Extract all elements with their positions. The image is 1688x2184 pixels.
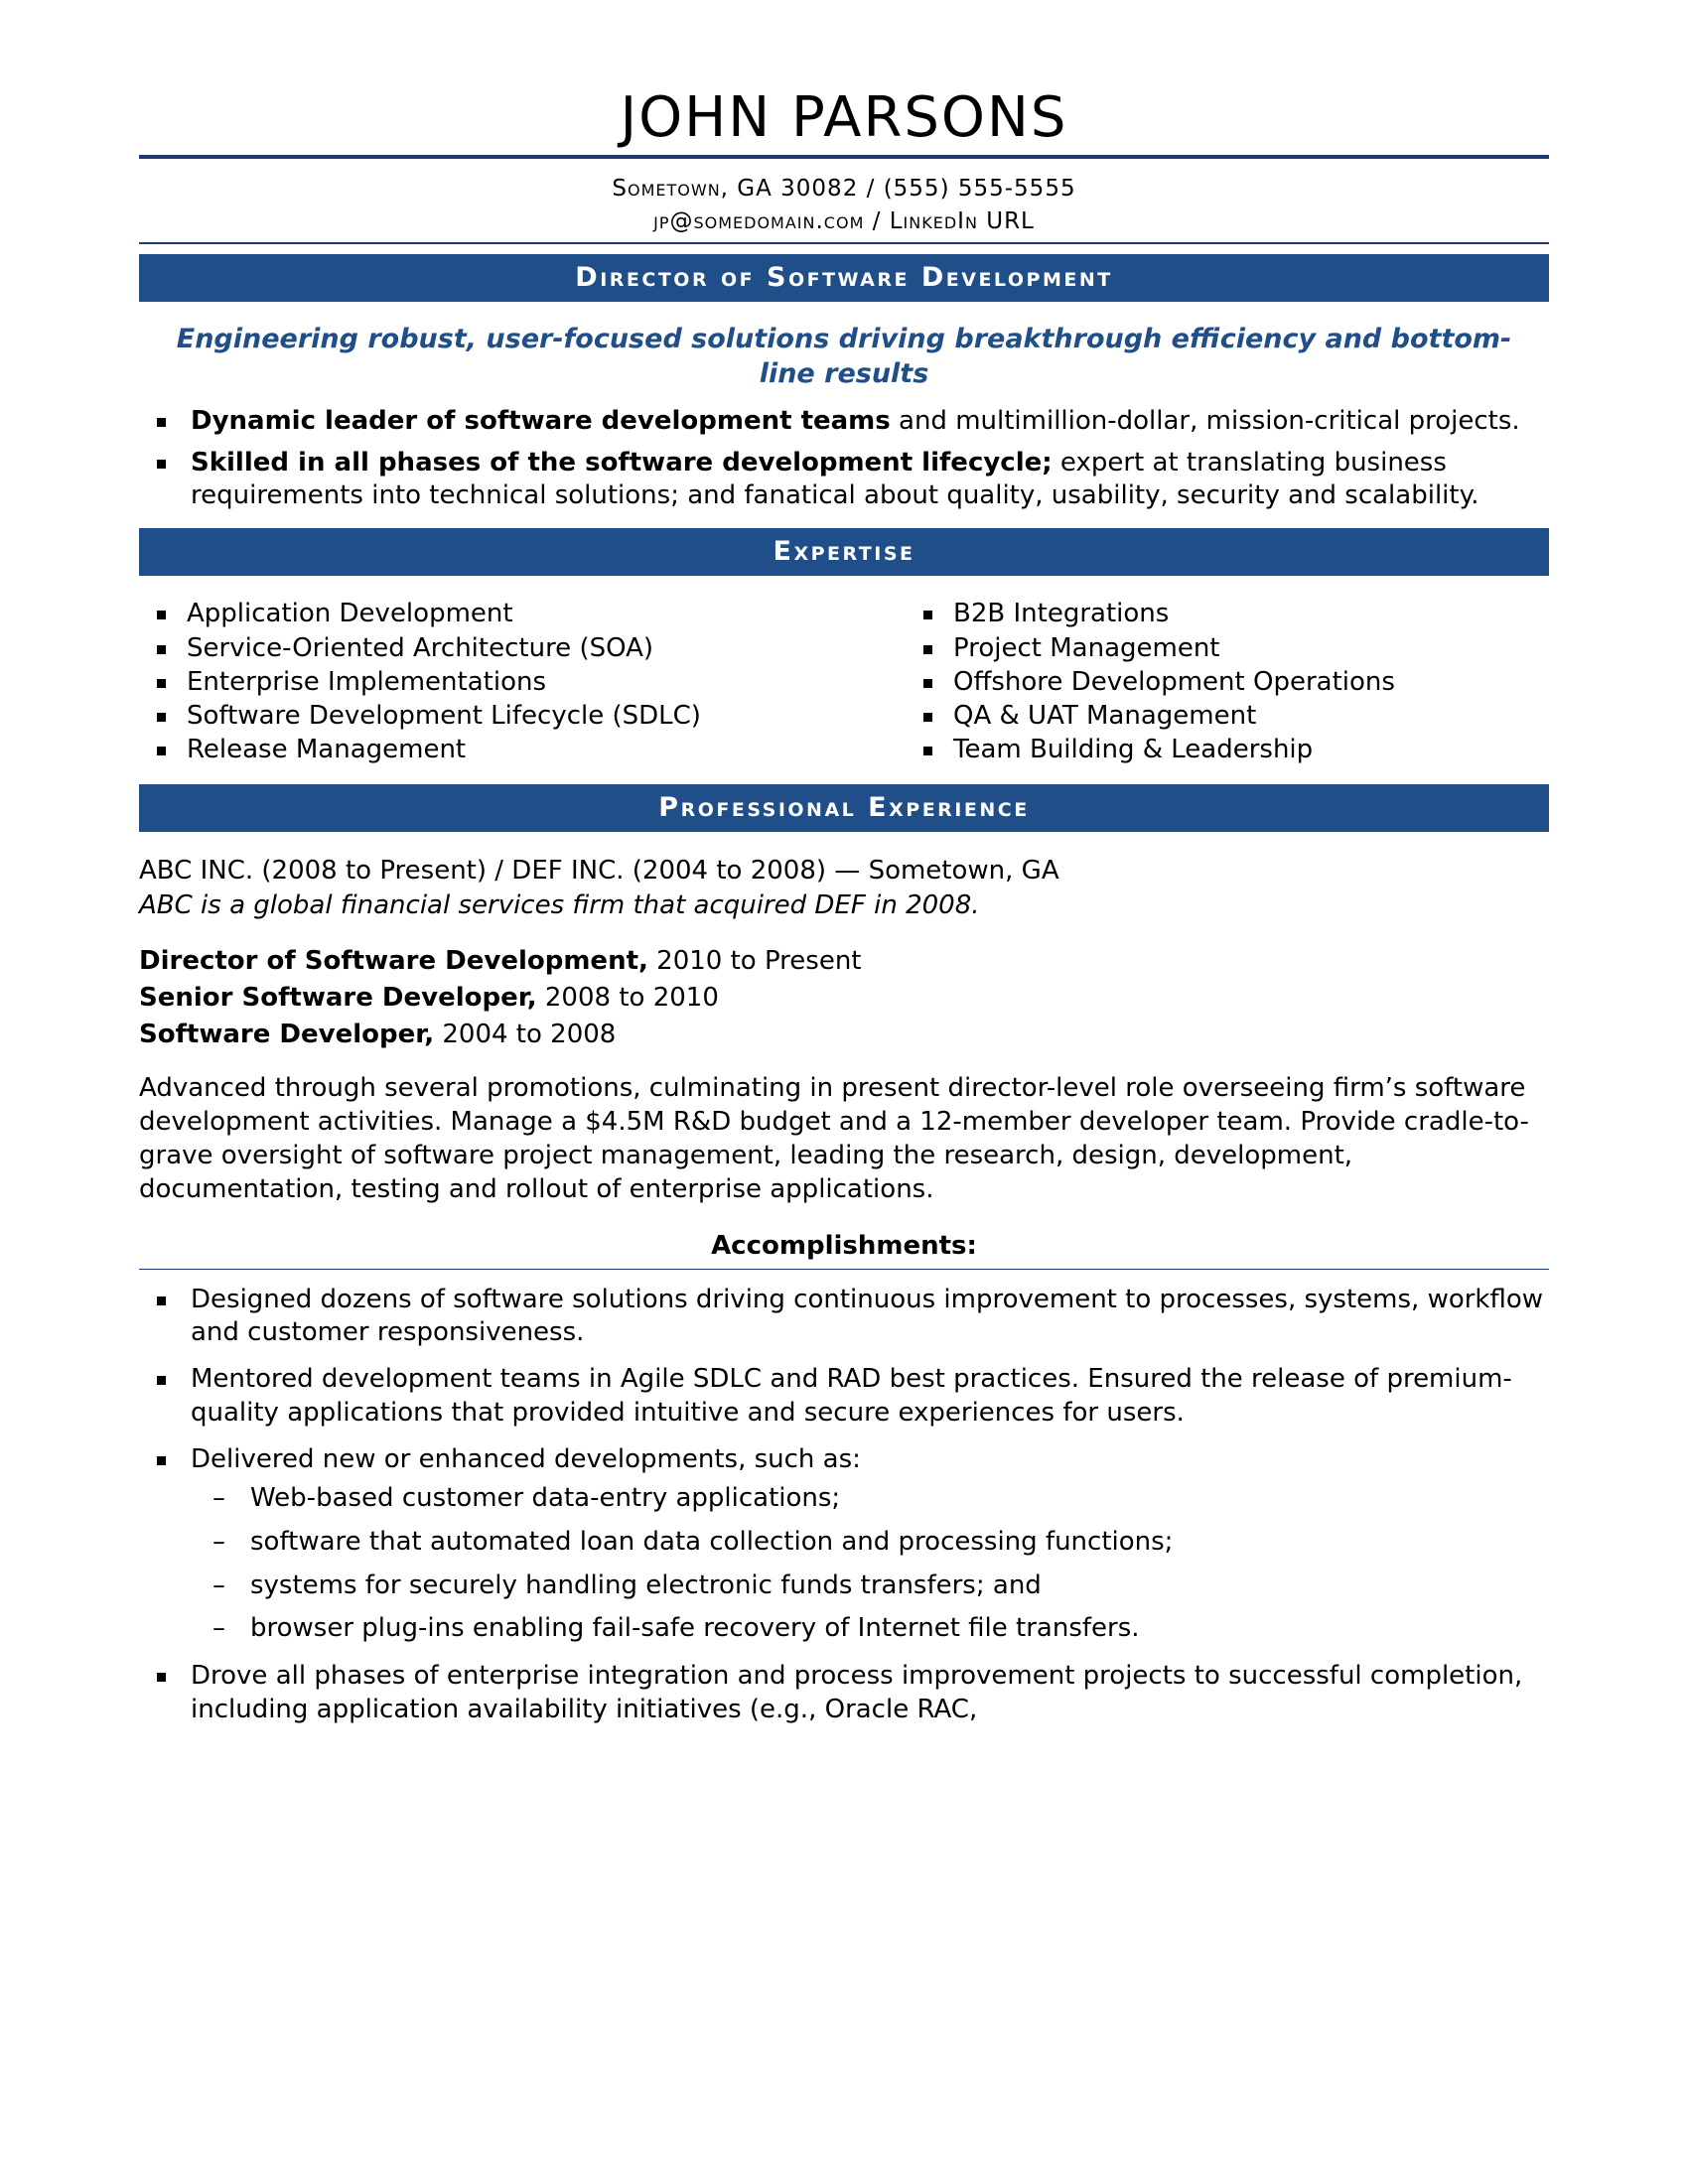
employer-note: ABC is a global financial services firm that acquired DEF in 2008. [139, 889, 980, 920]
list-item: – systems for securely handling electronic funds transfers; and [191, 1570, 1549, 1603]
accomplishments-title: Accomplishments: [711, 1230, 977, 1261]
summary-rest-0: and multimillion-dollar, mission-critical projects. [890, 406, 1520, 437]
role-dates-2: 2004 to 2008 [434, 1019, 617, 1049]
list-item: Software Development Lifecycle (SDLC) [139, 700, 844, 733]
list-item: Mentored development teams in Agile SDLC and RAD best practices. Ensured the release of premium-quality applications that provided intuitive and secure experiences for users. [139, 1363, 1549, 1430]
list-item [139, 1443, 1549, 1646]
summary-list [139, 405, 1549, 512]
list-item: – software that automated loan data collection and processing functions; [191, 1526, 1549, 1560]
employer-line: ABC INC. (2008 to Present) / DEF INC. (2004 to 2008) — Sometown, GA [139, 855, 1059, 886]
list-item: Team Building & Leadership [906, 734, 1549, 766]
list-item: Project Management [906, 632, 1549, 665]
summary-bold-0: Dynamic leader of software development teams [191, 406, 891, 437]
section-header-experience: Professional Experience [139, 784, 1549, 832]
accomplishments-list [139, 1284, 1549, 1726]
experience-summary-paragraph: Advanced through several promotions, culminating in present director-level role overseeing firm’s software development activities. Manage a $4.5M R&D budget and a 12-member developer team. Provide cradle-to-grave oversight of software project management, leading the research, design, development, documentation, testing and rollout of enterprise applications. [139, 1072, 1529, 1205]
list-item: QA & UAT Management [906, 700, 1549, 733]
role-dates-0: 2010 to Present [647, 945, 862, 976]
section-header-title: Director of Software Development [139, 254, 1549, 302]
list-item [139, 447, 1549, 513]
summary-bold-1: Skilled in all phases of the software development lifecycle; [191, 447, 1053, 478]
role-0 [139, 943, 1549, 980]
expertise-column-right [844, 598, 1549, 767]
list-item: Drove all phases of enterprise integration and process improvement projects to successful completion, including application availability initiatives (e.g., Oracle RAC, [139, 1660, 1549, 1726]
contact-line-2: jp@somedomain.com / LinkedIn URL [653, 207, 1035, 234]
role-title-2: Software Developer, [139, 1019, 435, 1049]
role-title-0: Director of Software Development, [139, 945, 648, 976]
list-item: Offshore Development Operations [906, 666, 1549, 699]
header-divider-thin [139, 242, 1549, 244]
list-item: Application Development [139, 598, 844, 630]
contact-line-1: Sometown, GA 30082 / (555) 555-5555 [612, 175, 1076, 202]
expertise-columns [139, 598, 1549, 767]
expertise-column-left [139, 598, 844, 767]
accomplishments-divider [139, 1269, 1549, 1270]
expertise-list-left [139, 598, 844, 766]
list-item: Designed dozens of software solutions driving continuous improvement to processes, systems, workflow and customer responsiveness. [139, 1284, 1549, 1350]
list-item: Enterprise Implementations [139, 666, 844, 699]
contact-block [139, 159, 1549, 243]
tagline: Engineering robust, user-focused solutions driving breakthrough efficiency and bottom-line results [176, 324, 1512, 390]
list-item: – Web-based customer data-entry applications; [191, 1482, 1549, 1516]
delivered-intro: Delivered new or enhanced developments, such as: [191, 1443, 861, 1474]
list-item: – browser plug-ins enabling fail-safe recovery of Internet file transfers. [191, 1612, 1549, 1646]
role-list [139, 943, 1549, 1053]
list-item [139, 405, 1549, 438]
role-title-1: Senior Software Developer, [139, 982, 537, 1013]
list-item: Service-Oriented Architecture (SOA) [139, 632, 844, 665]
list-item: B2B Integrations [906, 598, 1549, 630]
role-2 [139, 1017, 1549, 1053]
expertise-list-right [906, 598, 1549, 766]
role-1 [139, 980, 1549, 1017]
list-item: Release Management [139, 734, 844, 766]
candidate-name: JOHN PARSONS [620, 85, 1068, 150]
delivered-sublist [191, 1482, 1549, 1646]
role-dates-1: 2008 to 2010 [536, 982, 719, 1013]
summary-rest-1: expert at translating business requirements into technical solutions; and fanatical about quality, usability, security and scalability. [191, 447, 1479, 510]
section-header-expertise: Expertise [139, 528, 1549, 576]
